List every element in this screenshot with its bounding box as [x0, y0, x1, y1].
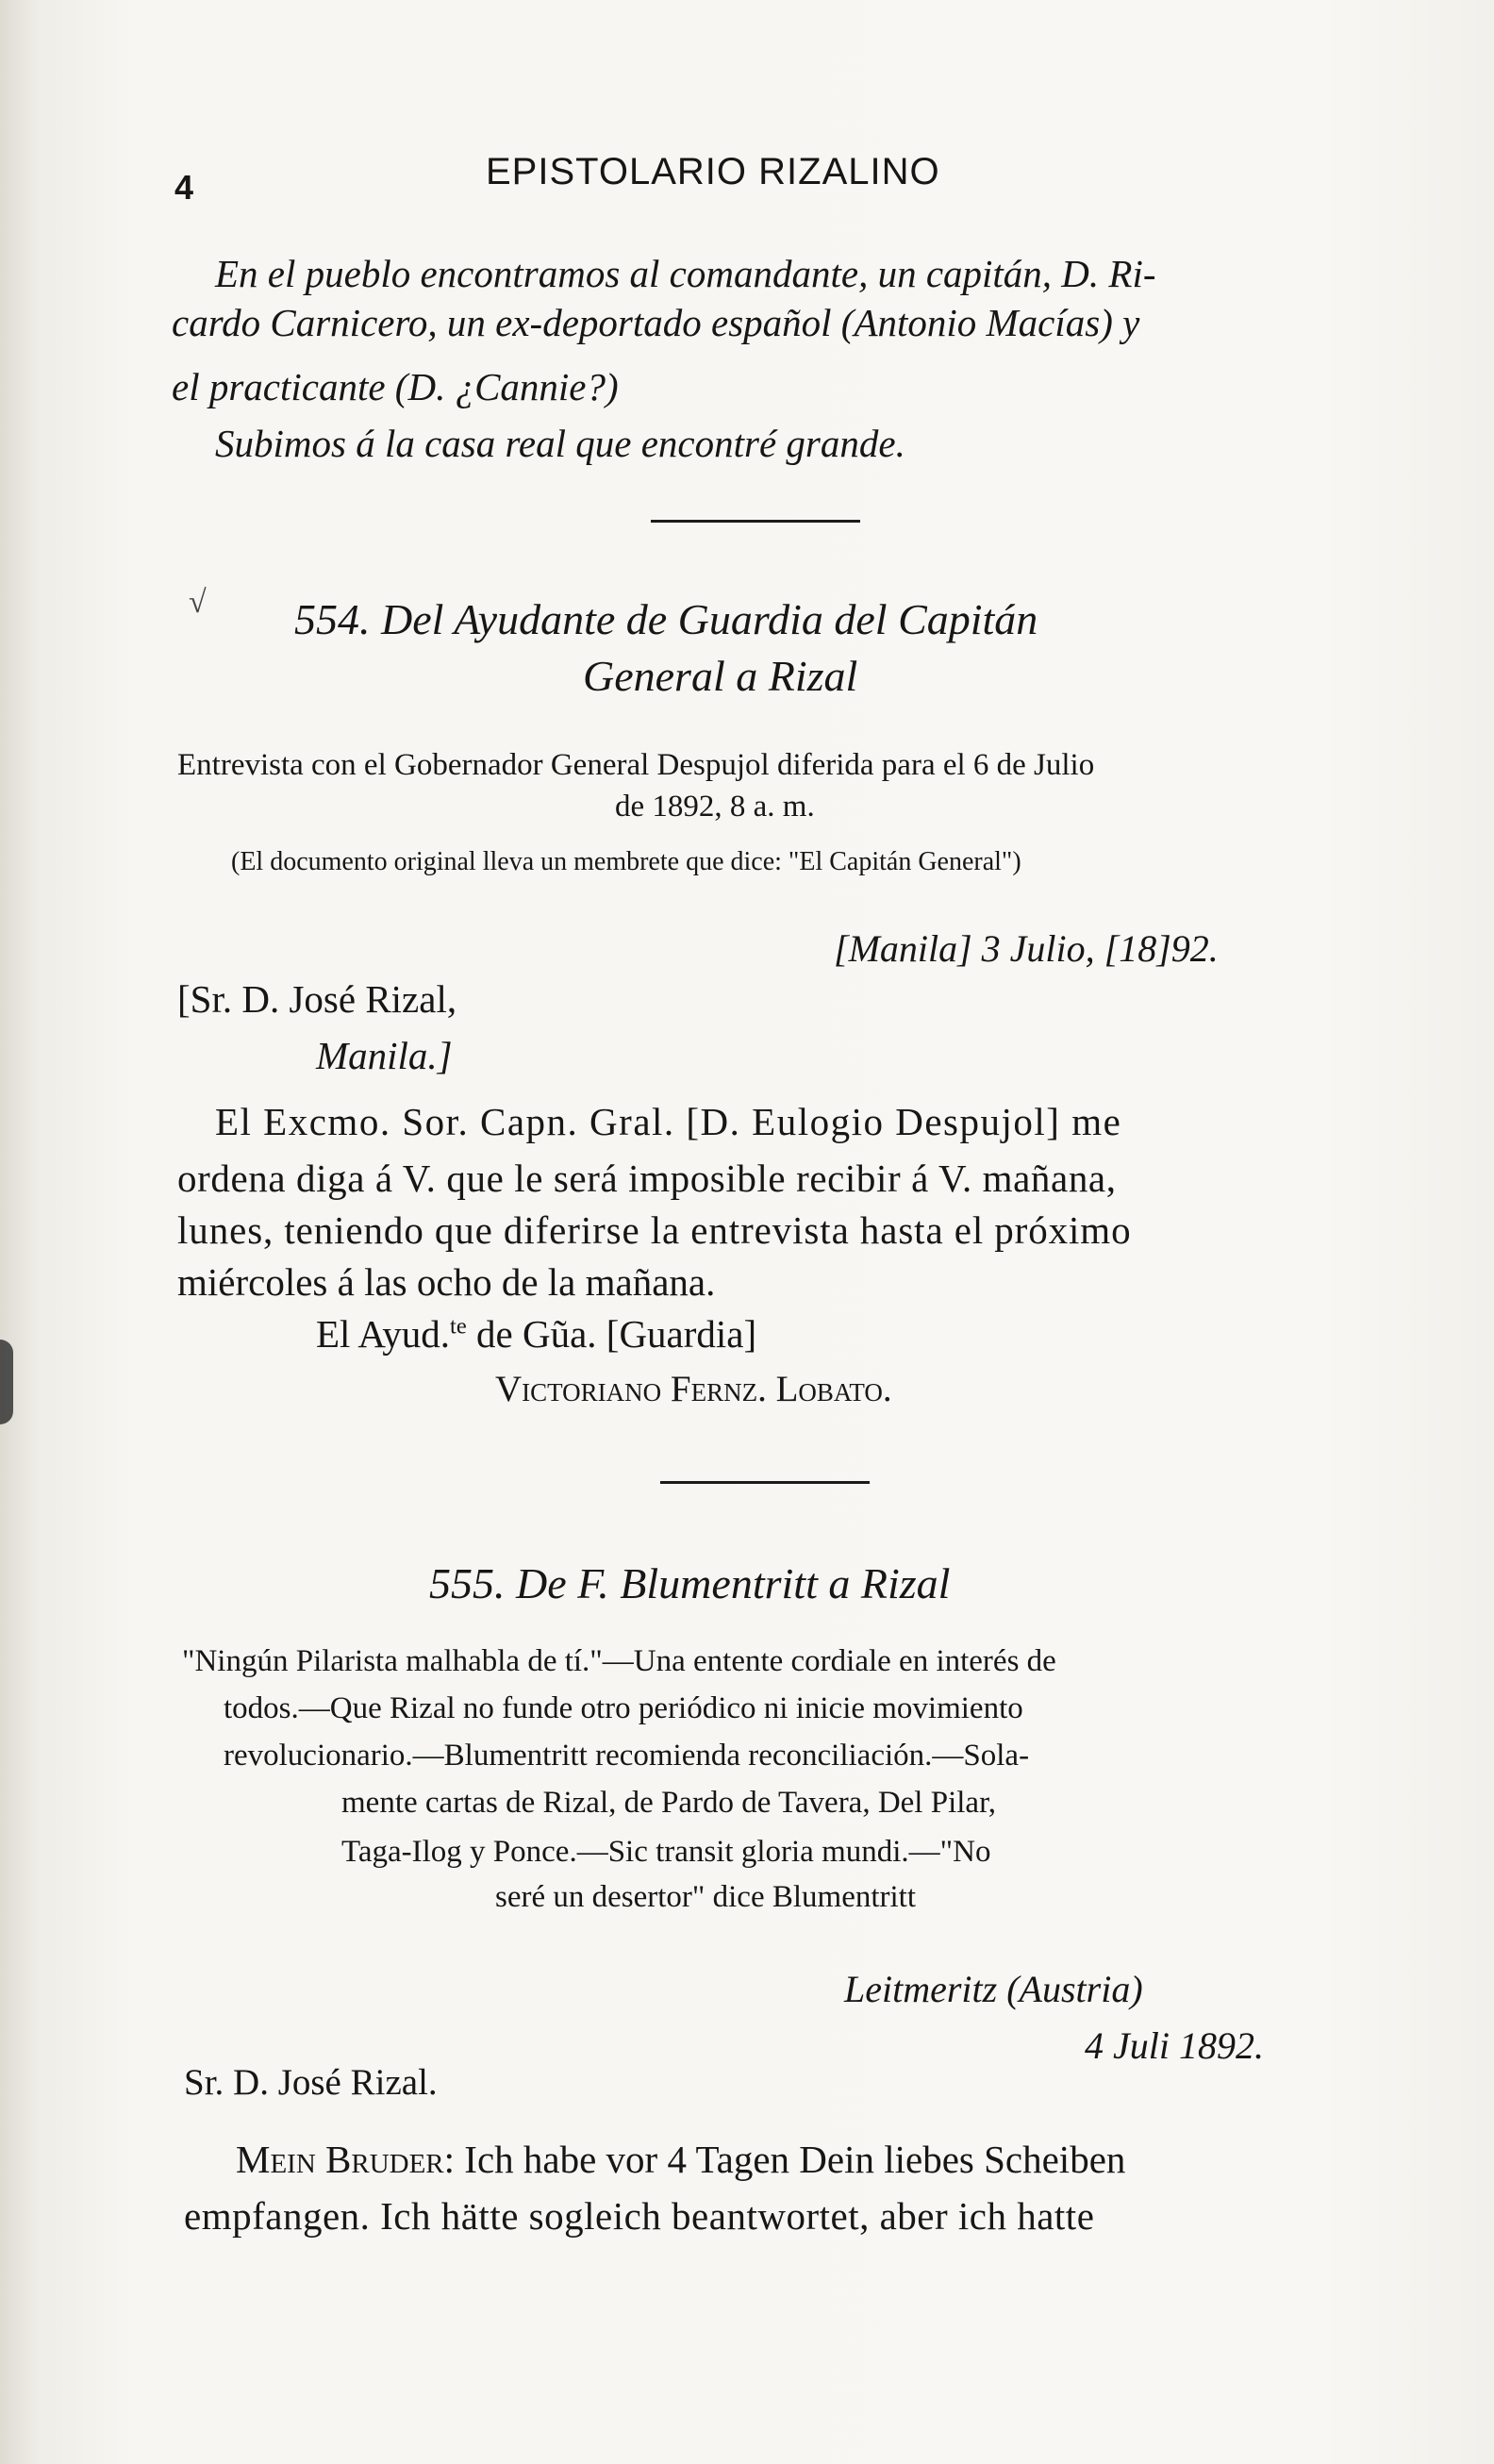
prev-letter-line-4: Subimos á la casa real que encontré grande. — [215, 422, 905, 465]
letter-554-note: (El documento original lleva un membrete que dice: "El Capitán General") — [231, 847, 1021, 876]
prev-letter-line-3: el practicante (D. ¿Cannie?) — [172, 365, 619, 408]
signature-rank-text: El Ayud. — [316, 1312, 451, 1356]
letter-554-signature-name: Victoriano Fernz. Lobato. — [495, 1369, 892, 1409]
page-edge-shadow — [0, 1340, 13, 1424]
letter-554-body-line-3: lunes, teniendo que diferirse la entrevista hasta el próximo — [177, 1208, 1132, 1252]
letter-555-body-line-1 — [236, 2137, 1125, 2182]
letter-554-summary-line-1: Entrevista con el Gobernador General Despujol diferida para el 6 de Julio — [177, 748, 1095, 782]
letter-554-title: 554. Del Ayudante de Guardia del Capitán — [294, 595, 1038, 643]
letter-555-body-line-1-text: Ich habe vor 4 Tagen Dein liebes Scheiben — [455, 2138, 1126, 2181]
letter-555-summary-line-2: todos.—Que Rizal no funde otro periódico ni inicie movimiento — [224, 1691, 1023, 1725]
section-divider-1 — [651, 520, 860, 523]
letter-555-summary-line-6: seré un desertor" dice Blumentritt — [495, 1880, 916, 1914]
letter-555-place: Leitmeritz (Austria) — [844, 1968, 1143, 2010]
letter-555-title: 555. De F. Blumentritt a Rizal — [429, 1559, 951, 1607]
signature-rank-tail: de Gũa. [Guardia] — [466, 1312, 757, 1356]
prev-letter-line-1: En el pueblo encontramos al comandante, un capitán, D. Ri- — [215, 252, 1156, 295]
page-number: 4 — [174, 168, 194, 207]
margin-check-mark: √ — [189, 585, 207, 620]
letter-555-date: 4 Juli 1892. — [1085, 2024, 1264, 2067]
letter-555-summary-line-5: Taga-Ilog y Ponce.—Sic transit gloria mundi.—"No — [341, 1835, 991, 1869]
running-title: EPISTOLARIO RIZALINO — [486, 151, 940, 192]
letter-555-summary-line-1: "Ningún Pilarista malhabla de tí."—Una entente cordiale en interés de — [182, 1644, 1056, 1678]
letter-554-addressee: [Sr. D. José Rizal, — [177, 977, 457, 1021]
letter-554-date: [Manila] 3 Julio, [18]92. — [834, 927, 1219, 970]
prev-letter-line-2: cardo Carnicero, un ex-deportado español (Antonio Macías) y — [172, 301, 1140, 344]
letter-555-addressee: Sr. D. José Rizal. — [184, 2062, 438, 2103]
letter-555-body-line-2: empfangen. Ich hätte sogleich beantwortet, aber ich hatte — [184, 2194, 1095, 2238]
letter-554-body-line-1: El Excmo. Sor. Capn. Gral. [D. Eulogio Despujol] me — [215, 1100, 1122, 1143]
letter-554-signature-rank — [316, 1311, 756, 1357]
signature-rank-superscript: te — [450, 1313, 467, 1340]
letter-554-title-line-2: General a Rizal — [583, 652, 858, 700]
letter-554-body-line-2: ordena diga á V. que le será imposible recibir á V. mañana, — [177, 1157, 1117, 1200]
letter-555-summary-line-3: revolucionario.—Blumentritt recomienda reconciliación.—Sola- — [224, 1739, 1030, 1773]
letter-554-body-line-4: miércoles á las ocho de la mañana. — [177, 1260, 716, 1304]
section-divider-2 — [660, 1481, 870, 1484]
letter-554-summary-line-2: de 1892, 8 a. m. — [615, 790, 815, 824]
letter-555-salutation: Mein Bruder: — [236, 2138, 456, 2181]
letter-554-addressee-city: Manila.] — [316, 1034, 453, 1077]
letter-555-summary-line-4: mente cartas de Rizal, de Pardo de Tavera, Del Pilar, — [341, 1786, 996, 1820]
